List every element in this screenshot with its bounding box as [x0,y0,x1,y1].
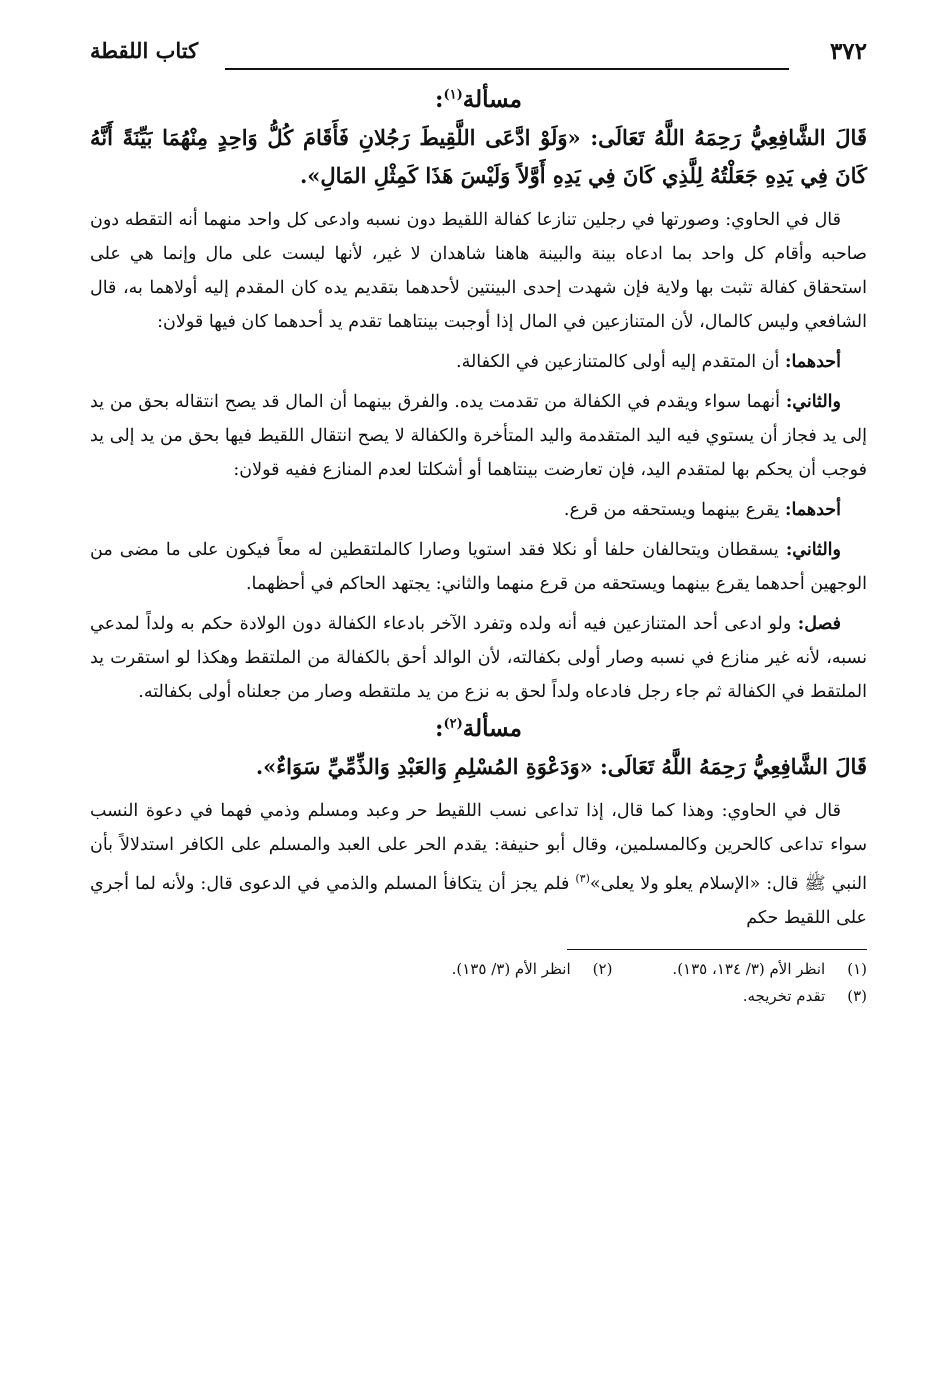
footnote-row [90,956,867,983]
footnote-number: (٢) [592,959,613,978]
running-title: كتاب اللقطة [90,38,199,63]
paragraph [90,385,867,487]
paragraph-text: قال في الحاوي: وهذا كما قال، إذا تداعى نسب اللقيط حر وعبد ومسلم وذمي فهما في دعوة النسب سواء تداعى كالحرين وكالمسلمين، وقال أبو حنيفة: يقدم الحر على العبد والمسلم على الكافر استدلالاً بأن النبي ﷺ قال: «الإسلام يعلو ولا يعلى» [90,801,867,894]
heading-colon: : [435,86,444,113]
paragraph-label: والثاني: [785,540,841,560]
footnote [452,956,613,983]
heading-colon: : [435,715,444,742]
paragraph: قال في الحاوي: وصورتها في رجلين تنازعا كفالة اللقيط دون نسبه وادعى كل واحد منهما أنه التقطه دون صاحبه وأقام كل واحد بما ادعاه بينة والبينة هاهنا شاهدان لا غير، لأنها ليست على مال وإنما هي على استحقاق كفالة تثبت بها ولاية فإن شهدت إحدى البينتين لأحدهما بتقديم يده كان المقدم إليه أولاهما به، قال الشافعي وليس كالمال، لأن المتنازعين في المال إذا أوجبت بينتاهما تقدم يد أحدهما كان فيها قولان: [90,210,867,332]
paragraph-label: والثاني: [785,392,841,412]
footnote-row [90,983,867,1010]
header-rule [225,68,789,70]
paragraph [90,794,867,935]
page-header [90,38,867,82]
paragraph-label: أحدهما: [784,500,841,520]
paragraph-label: فصل: [797,614,841,634]
paragraph-text: أنهما سواء ويقدم في الكفالة من تقدمت يده. والفرق بينهما أن المال قد يصح انتقاله بحق من يد إلى يد فجاز أن يستوي فيه اليد المتقدمة واليد المتأخرة والكفالة لا يصح انتقال اللقيط فيها بحق من يد إلى يد فوجب أن يحكم بها لمتقدم اليد، فإن تعارضت بينتاهما أو أشكلتا لعدم المنازع ففيه قولان: [90,392,867,480]
matn-text-1: قَالَ الشَّافِعِيُّ رَحِمَهُ اللَّهُ تَعَالَى: «وَلَوْ ادَّعَى اللَّقِيطَ رَجُلانِ فَأَقَامَ كُلُّ وَاحِدٍ مِنْهُمَا بَيِّنَةً أَنَّهُ كَانَ فِي يَدِهِ جَعَلْتُهُ لِلَّذِي كَانَ فِي يَدِهِ أَوَّلاً وَلَيْسَ هَذَا كَمِثْلِ المَالِ». [90,125,867,188]
paragraph [90,493,867,527]
paragraph-text: ولو ادعى أحد المتنازعين فيه أنه ولده وتفرد الآخر بادعاء الكفالة دون الولادة حكم به ولداً لمدعي نسبه، لأنه غير منازع في نسبه وصار أولى بكفالته، لأن الوالد أحق بالكفالة من الملتقط وهكذا لو استقرت يد الملتقط في الكفالة ثم جاء رجل فادعاه ولداً لحق به نزع من يد ملتقطه وصار من جعلناه أولى بكفالته. [90,614,867,702]
paragraph-text: فلم يجز أن يتكافأ المسلم والذمي في الدعوى قال: ولأنه لما أجري على اللقيط حكم [90,873,867,928]
footnote-rule [567,949,867,950]
footnote-number: (١) [847,959,867,978]
heading-text: مسألة [462,86,522,113]
footnote-ref: (٢) [443,716,463,732]
footnote-number: (٣) [847,986,867,1005]
footnote [743,983,867,1010]
matn-text-2: قَالَ الشَّافِعِيُّ رَحِمَهُ اللَّهُ تَعَالَى: «وَدَعْوَةِ المُسْلِمِ وَالعَبْدِ وَالذِّمِّيِّ سَوَاءٌ». [255,754,867,779]
footnote-text: انظر الأم (٣/ ١٣٤، ١٣٥). [672,959,826,978]
book-page [90,38,867,1010]
footnote [672,956,867,983]
paragraph-text: يقرع بينهما ويستحقه من قرع. [563,500,785,520]
footnotes [90,956,867,1010]
paragraph-text: أن المتقدم إليه أولى كالمتنازعين في الكفالة. [456,352,785,372]
paragraph-text: يسقطان ويتحالفان حلفا أو نكلا فقد استويا وصارا كالملتقطين له معاً فيكون على ما مضى من الوجهين أحدهما يقرع بينهما ويستحقه من قرع منهما والثاني: يجتهد الحاكم في أحظهما. [90,540,867,594]
paragraph [90,345,867,379]
section-heading-1 [90,86,867,113]
page-number: ٣٧٢ [829,38,867,65]
footnote-ref: (١) [443,87,463,103]
footnote-text: انظر الأم (٣/ ١٣٥). [451,959,571,978]
paragraph [90,533,867,601]
paragraph-label: أحدهما: [784,352,841,372]
paragraph [90,607,867,709]
footnote-text: تقدم تخريجه. [742,986,826,1005]
heading-text: مسألة [462,715,522,742]
footnote-ref: (٣) [575,872,590,885]
section-heading-2 [90,715,867,742]
